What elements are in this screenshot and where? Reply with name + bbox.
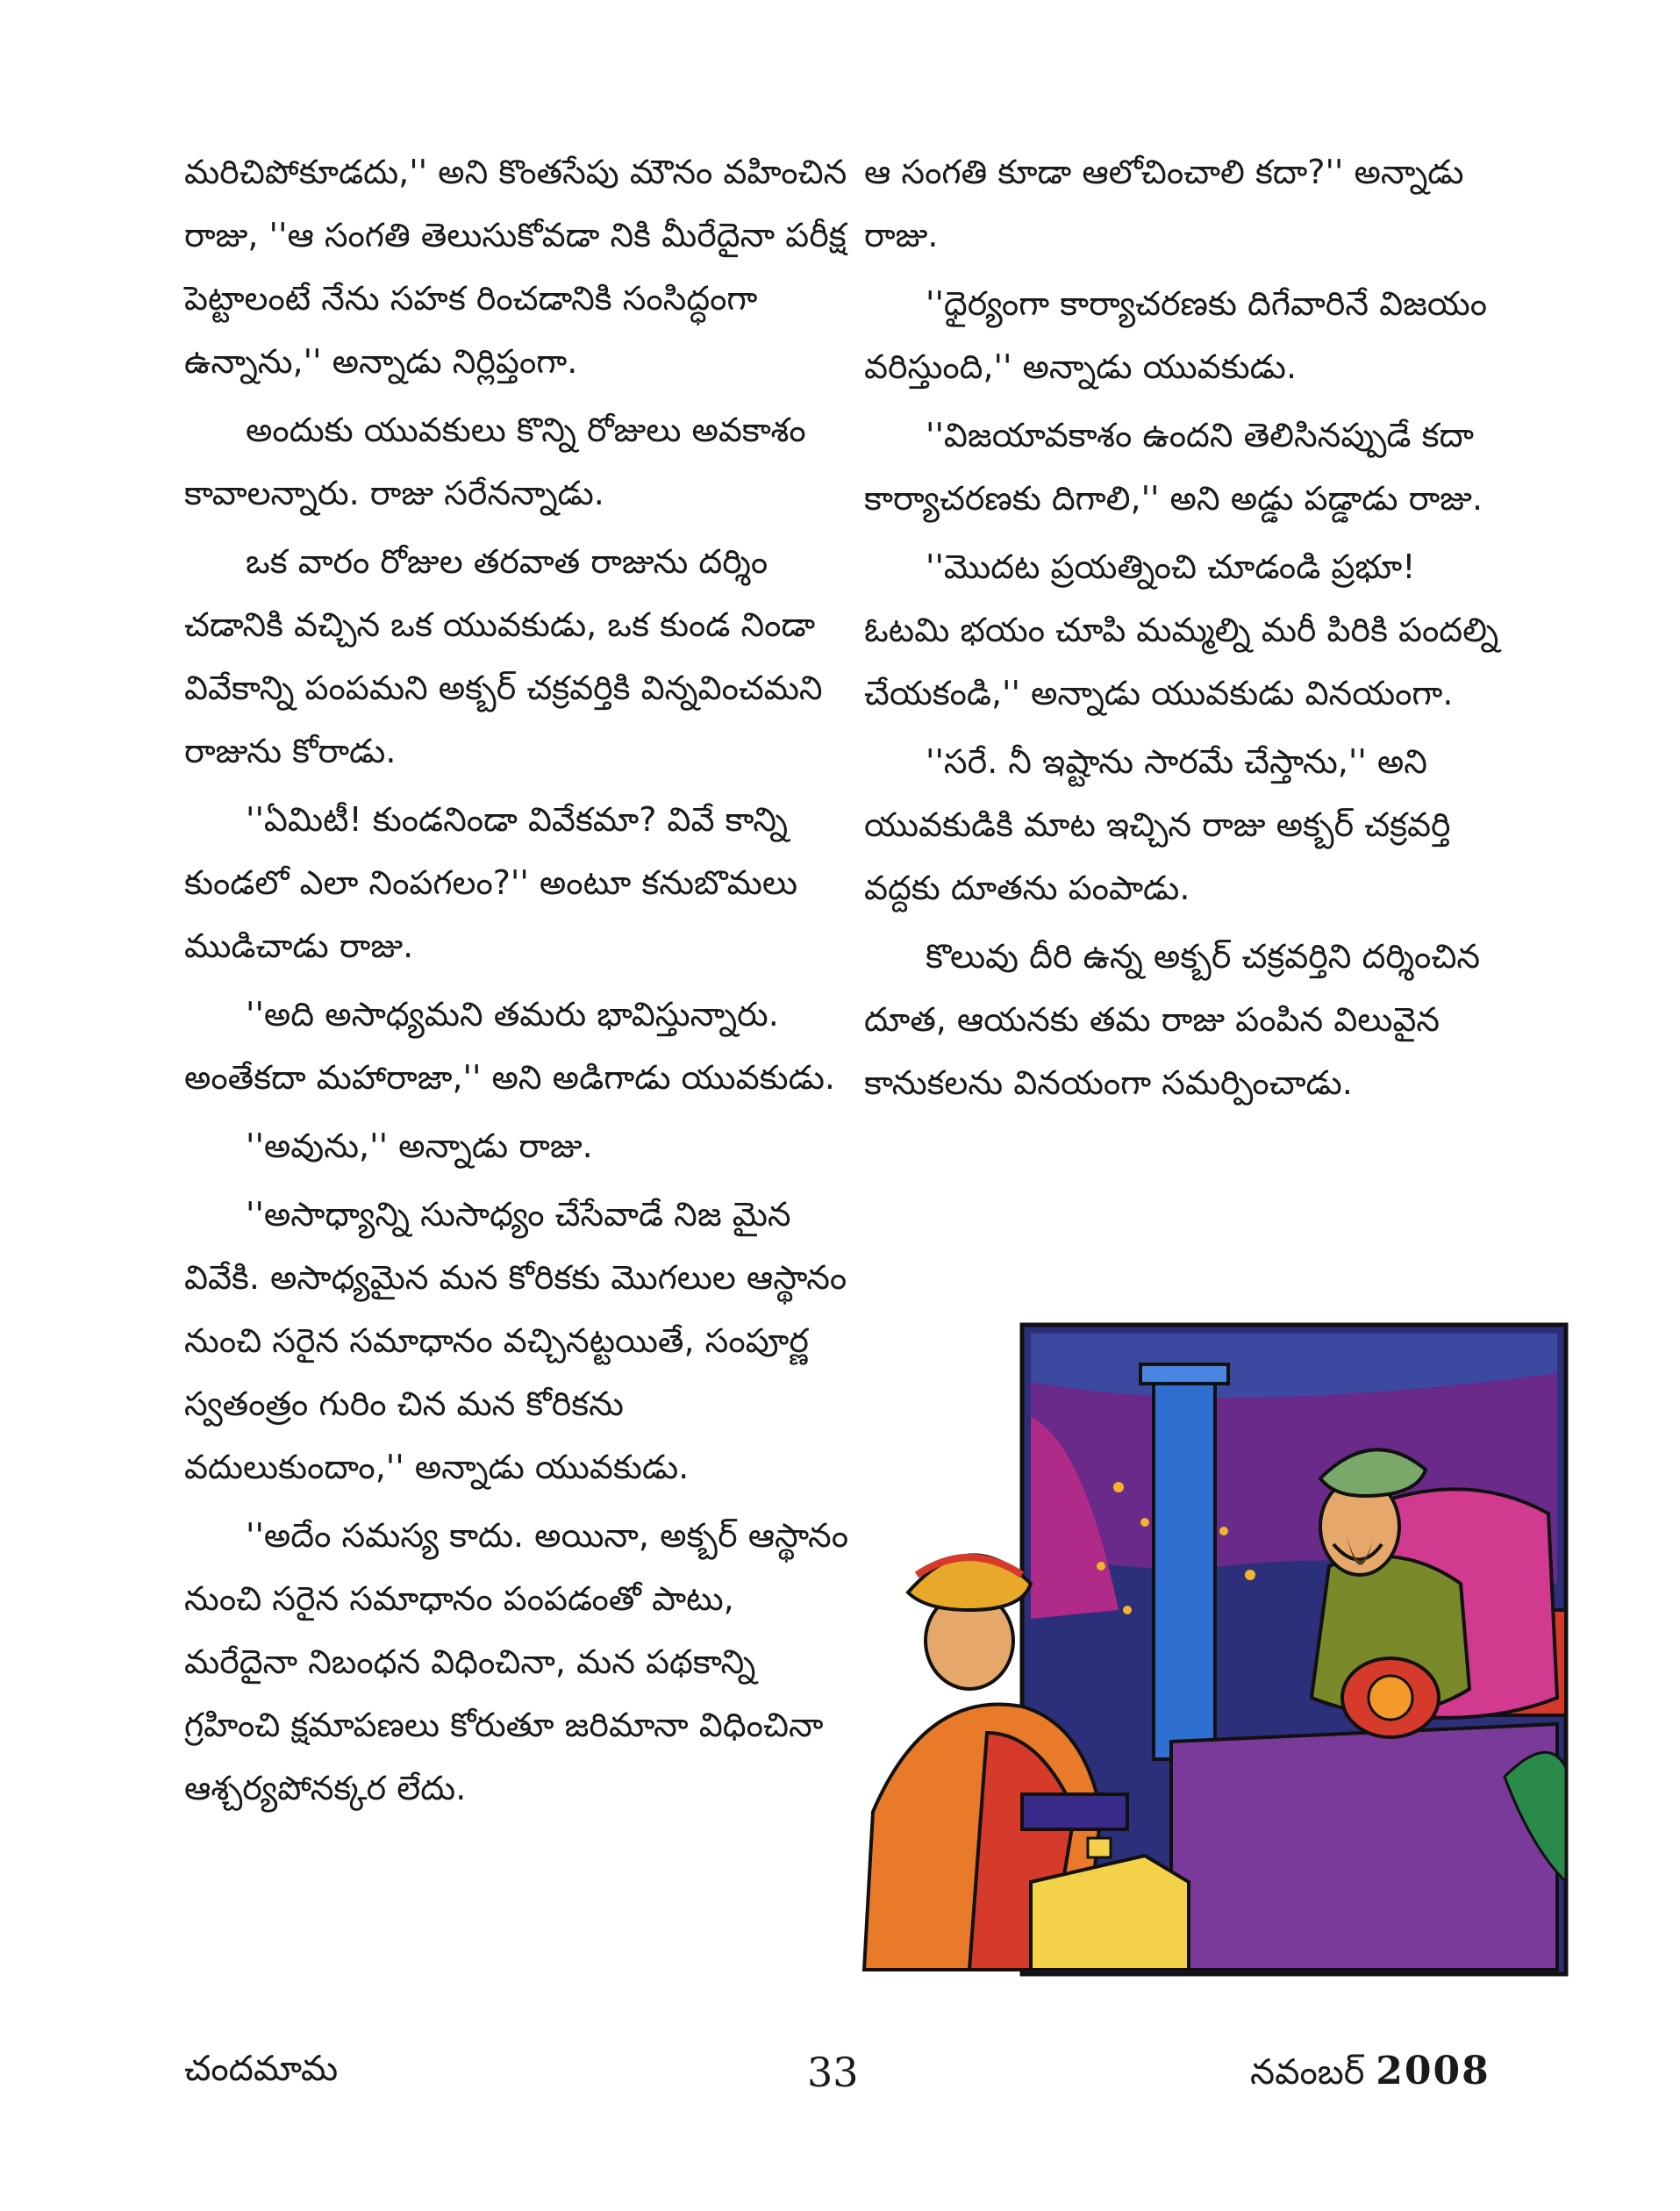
paragraph: ఆ సంగతి కూడా ఆలోచించాలి కదా?'' అన్నాడు రాజు.: [864, 153, 1464, 254]
magazine-name: చందమామ: [184, 2049, 339, 2089]
left-text-column: [184, 140, 851, 1825]
gift-box: [1022, 1794, 1127, 1829]
pillar-capital: [1140, 1364, 1228, 1384]
chest-handle: [1088, 1838, 1111, 1857]
platform: [1171, 1724, 1557, 1970]
paragraph: ఒక వారం రోజుల తరవాత రాజును దర్శిం చడానికి వచ్చిన ఒక యువకుడు, ఒక కుండ నిండా వివేకాన్ని పంపమని అక్బర్ చక్రవర్తికి విన్నవించమని రాజును కోరాడు.: [184, 542, 823, 770]
paragraph: ''అవును,'' అన్నాడు రాజు.: [246, 1127, 593, 1165]
pillar: [1154, 1373, 1215, 1759]
paragraph: మరిచిపోకూడదు,'' అని కొంతసేపు మౌనం వహించిన రాజు, ''ఆ సంగతి తెలుసుకోవడా నికి మీరేదైనా పరీక్ష పెట్టాలంటే నేను సహక రించడానికి సంసిద్ధంగా ఉన్నాను,'' అన్నాడు నిర్లిప్తంగా.: [184, 153, 847, 381]
issue-year: 2008: [1376, 2049, 1491, 2093]
issue-date: [1250, 2049, 1491, 2101]
paragraph: ''మొదట ప్రయత్నించి చూడండి ప్రభూ! ఓటమి భయం చూపి మమ్మల్ని మరీ పిరికి పందల్ని చేయకండి,'' అన్నాడు యువకుడు వినయంగా.: [864, 547, 1499, 712]
right-text-column: [864, 140, 1505, 1120]
paragraph: ''అసాధ్యాన్ని సుసాధ్యం చేసేవాడే నిజ మైన వివేకి. అసాధ్యమైన మన కోరికకు మొగలుల ఆస్థానం నుంచి సరైన సమాధానం వచ్చినట్టయితే, సంపూర్ణ స్వతంత్రం గురిం చిన మన కోరికను వదులుకుందాం,'' అన్నాడు యువకుడు.: [184, 1195, 847, 1486]
page-number: 33: [807, 2049, 859, 2096]
paragraph: కొలువు దీరి ఉన్న అక్బర్ చక్రవర్తిని దర్శించిన దూత, ఆయనకు తమ రాజు పంపిన విలువైన కానుకలను వినయంగా సమర్పించాడు.: [864, 937, 1481, 1102]
paragraph: ''అది అసాధ్యమని తమరు భావిస్తున్నారు. అంతేకదా మహారాజా,'' అని అడిగాడు యువకుడు.: [184, 995, 835, 1097]
paragraph: ''సరే. నీ ఇష్టాను సారమే చేస్తాను,'' అని యువకుడికి మాట ఇచ్చిన రాజు అక్బర్ చక్రవర్తి వద్దకు దూతను పంపాడు.: [864, 742, 1451, 907]
paragraph: అందుకు యువకులు కొన్ని రోజులు అవకాశం కావాలన్నారు. రాజు సరేనన్నాడు.: [184, 411, 806, 512]
paragraph: ''విజయావకాశం ఉందని తెలిసినప్పుడే కదా కార్యాచరణకు దిగాలి,'' అని అడ్డు పడ్డాడు రాజు.: [864, 416, 1483, 518]
issue-month: నవంబర్: [1250, 2052, 1365, 2093]
paragraph: ''అదేం సమస్య కాదు. అయినా, అక్బర్ ఆస్థానం నుంచి సరైన సమాధానం పంపడంతో పాటు, మరేదైనా నిబంధన విధించినా, మన పథకాన్ని గ్రహించి క్షమాపణలు కోరుతూ జరిమానా విధించినా ఆశ్చర్యపోనక్కర లేదు.: [184, 1516, 848, 1807]
cushion-sun-icon: [1369, 1676, 1412, 1720]
paragraph: ''ఏమిటీ! కుండనిండా వివేకమా? వివే కాన్ని కుండలో ఎలా నింపగలం?'' అంటూ కనుబొమలు ముడిచాడు రాజు.: [184, 800, 797, 965]
envoy-turban: [908, 1555, 1031, 1610]
paragraph: ''ధైర్యంగా కార్యాచరణకు దిగేవారినే విజయం వరిస్తుంది,'' అన్నాడు యువకుడు.: [864, 284, 1488, 386]
court-scene-illustration: [855, 1320, 1575, 1996]
court-scene-illustration-svg: [855, 1320, 1575, 1996]
